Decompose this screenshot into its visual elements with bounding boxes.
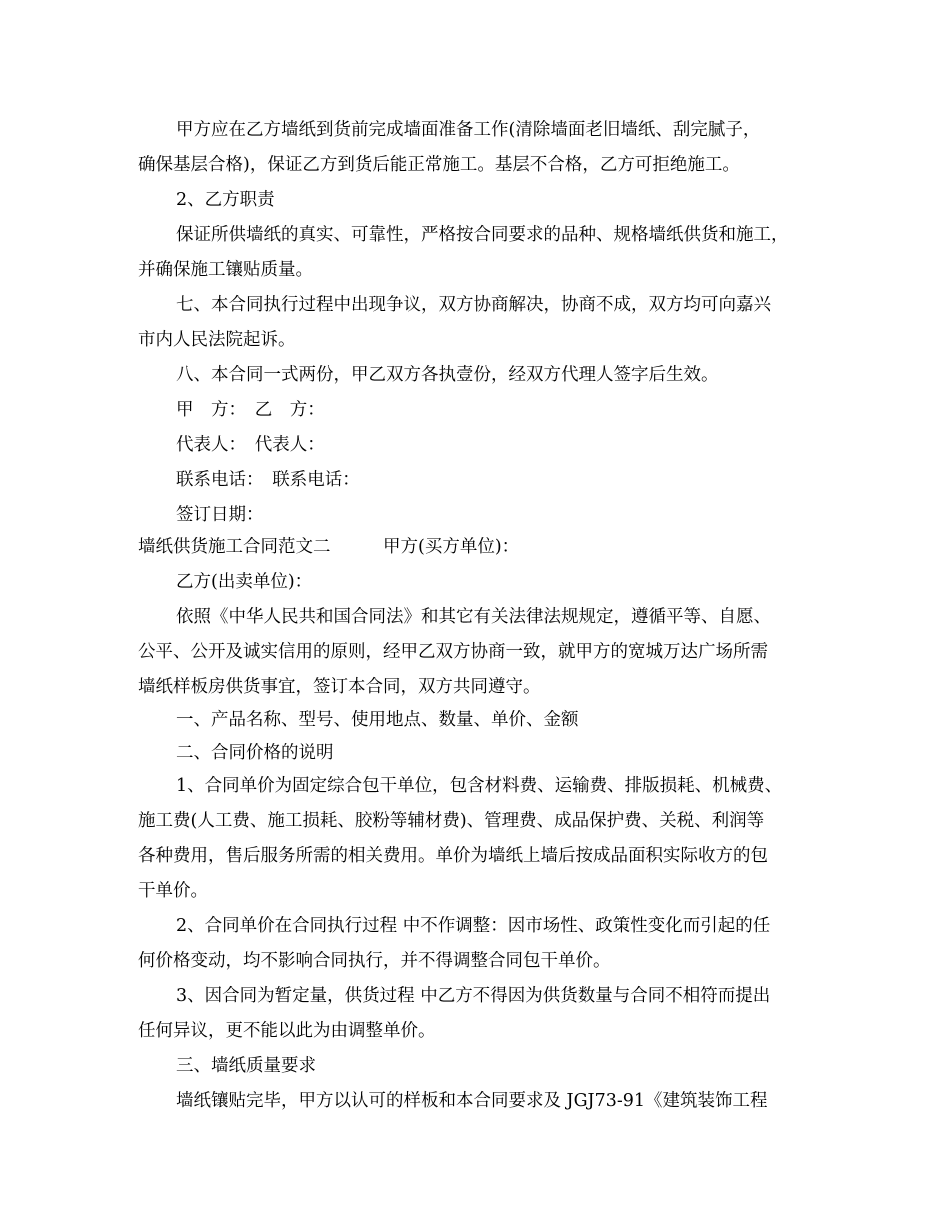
paragraph-line: 墙纸镶贴完毕，甲方以认可的样板和本合同要求及 JGJ73-91《建筑装饰工程 [176, 1091, 768, 1111]
paragraph-line: 保证所供墙纸的真实、可靠性，严格按合同要求的品种、规格墙纸供货和施工， [176, 225, 789, 245]
paragraph-line: 八、本合同一式两份，甲乙双方各执壹份，经双方代理人签字后生效。 [176, 365, 719, 385]
contract-title-line: 墙纸供货施工合同范文二 甲方(买方单位)： [138, 537, 520, 557]
section-heading: 2、乙方职责 [176, 190, 275, 210]
paragraph-line: 干单价。 [138, 881, 208, 901]
signature-date-line: 签订日期： [176, 505, 264, 525]
paragraph-line: 依照《中华人民共和国合同法》和其它有关法律法规规定，遵循平等、自愿、 [176, 607, 771, 627]
paragraph-line: 并确保施工镶贴质量。 [138, 260, 313, 280]
paragraph-line: 公平、公开及诚实信用的原则，经甲乙双方协商一致，就甲方的宽城万达广场所需 [138, 642, 768, 662]
paragraph-line: 确保基层合格)，保证乙方到货后能正常施工。基层不合格，乙方可拒绝施工。 [138, 155, 740, 175]
paragraph-line: 各种费用，售后服务所需的相关费用。单价为墙纸上墙后按成品面积实际收方的包 [138, 846, 768, 866]
paragraph-line: 墙纸样板房供货事宜，签订本合同，双方共同遵守。 [138, 677, 541, 697]
paragraph-line: 任何异议，更不能以此为由调整单价。 [138, 1021, 436, 1041]
section-heading: 一、产品名称、型号、使用地点、数量、单价、金额 [176, 710, 579, 730]
paragraph-line: 七、本合同执行过程中出现争议，双方协商解决，协商不成，双方均可向嘉兴 [176, 295, 771, 315]
section-heading: 二、合同价格的说明 [176, 743, 334, 763]
signature-party-line: 甲 方： 乙 方： [176, 400, 325, 420]
paragraph-line: 市内人民法院起诉。 [138, 330, 296, 350]
section-heading: 三、墙纸质量要求 [176, 1056, 316, 1076]
seller-line: 乙方(出卖单位)： [176, 572, 313, 592]
paragraph-line: 施工费(人工费、施工损耗、胶粉等辅材费)、管理费、成品保护费、关税、利润等 [138, 811, 765, 831]
paragraph-line: 3、因合同为暂定量，供货过程 中乙方不得因为供货数量与合同不相符而提出 [176, 986, 771, 1006]
paragraph-line: 2、合同单价在合同执行过程 中不作调整：因市场性、政策性变化而引起的任 [176, 916, 771, 936]
paragraph-line: 甲方应在乙方墙纸到货前完成墙面准备工作(清除墙面老旧墙纸、刮完腻子， [176, 120, 761, 140]
signature-phone-line: 联系电话： 联系电话： [176, 470, 360, 490]
paragraph-line: 何价格变动，均不影响合同执行，并不得调整合同包干单价。 [138, 951, 611, 971]
signature-representative-line: 代表人： 代表人： [176, 435, 325, 455]
paragraph-line: 1、合同单价为固定综合包干单位，包含材料费、运输费、排版损耗、机械费、 [176, 776, 783, 796]
